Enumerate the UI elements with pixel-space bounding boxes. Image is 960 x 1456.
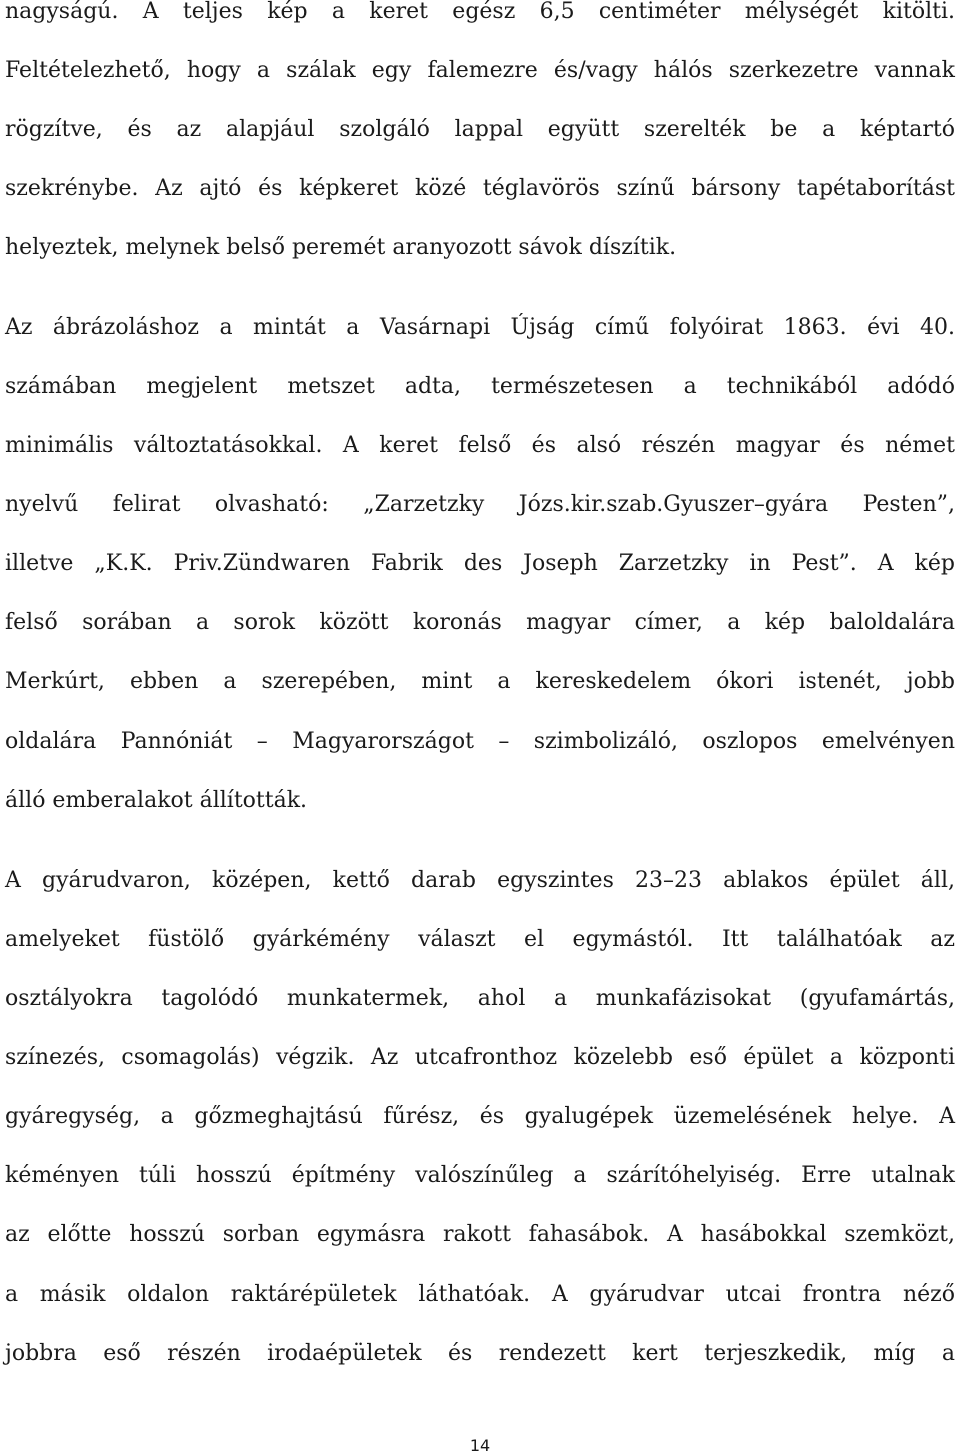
text-line: minimális változtatásokkal. A keret felső és alsó részén magyar és német <box>5 433 955 458</box>
text-line: felső sorában a sorok között koronás magyar címer, a kép baloldalára <box>5 610 955 635</box>
text-line: számában megjelent metszet adta, természetesen a technikából adódó <box>5 374 955 399</box>
text-line: Merkúrt, ebben a szerepében, mint a kereskedelem ókori istenét, jobb <box>5 669 955 694</box>
text-line: kéményen túli hosszú építmény valószínűleg a szárítóhelyiség. Erre utalnak <box>5 1163 955 1188</box>
text-line: Az ábrázoláshoz a mintát a Vasárnapi Újság című folyóirat 1863. évi 40. <box>5 315 955 340</box>
text-line: a másik oldalon raktárépületek láthatóak. A gyárudvar utcai frontra néző <box>5 1282 955 1307</box>
text-line: rögzítve, és az alapjául szolgáló lappal együtt szerelték be a képtartó <box>5 117 955 142</box>
text-line: nyelvű felirat olvasható: „Zarzetzky Józs.kir.szab.Gyuszer–gyára Pesten”, <box>5 492 955 517</box>
text-line: színezés, csomagolás) végzik. Az utcafronthoz közelebb eső épület a központi <box>5 1045 955 1070</box>
text-line: jobbra eső részén irodaépületek és rendezett kert terjeszkedik, míg a <box>5 1341 955 1366</box>
text-line: Feltételezhető, hogy a szálak egy falemezre és/vagy hálós szerkezetre vannak <box>5 58 955 83</box>
text-line: amelyeket füstölő gyárkémény választ el egymástól. Itt találhatóak az <box>5 927 955 952</box>
text-line: A gyárudvaron, középen, kettő darab egyszintes 23–23 ablakos épület áll, <box>5 868 955 893</box>
text-line: nagyságú. A teljes kép a keret egész 6,5 centiméter mélységét kitölti. <box>5 0 955 24</box>
text-line: szekrénybe. Az ajtó és képkeret közé téglavörös színű bársony tapétaborítást <box>5 176 955 201</box>
text-line: gyáregység, a gőzmeghajtású fűrész, és gyalugépek üzemelésének helye. A <box>5 1104 955 1129</box>
text-line: álló emberalakot állították. <box>5 788 308 813</box>
text-line: oldalára Pannóniát – Magyarországot – szimbolizáló, oszlopos emelvényen <box>5 729 955 754</box>
text-line: az előtte hosszú sorban egymásra rakott fahasábok. A hasábokkal szemközt, <box>5 1222 955 1247</box>
page-number: 14 <box>469 1436 491 1455</box>
text-line: helyeztek, melynek belső peremét aranyozott sávok díszítik. <box>5 235 677 260</box>
text-line: osztályokra tagolódó munkatermek, ahol a munkafázisokat (gyufamártás, <box>5 986 955 1011</box>
text-line: illetve „K.K. Priv.Zündwaren Fabrik des Joseph Zarzetzky in Pest”. A kép <box>5 551 955 576</box>
